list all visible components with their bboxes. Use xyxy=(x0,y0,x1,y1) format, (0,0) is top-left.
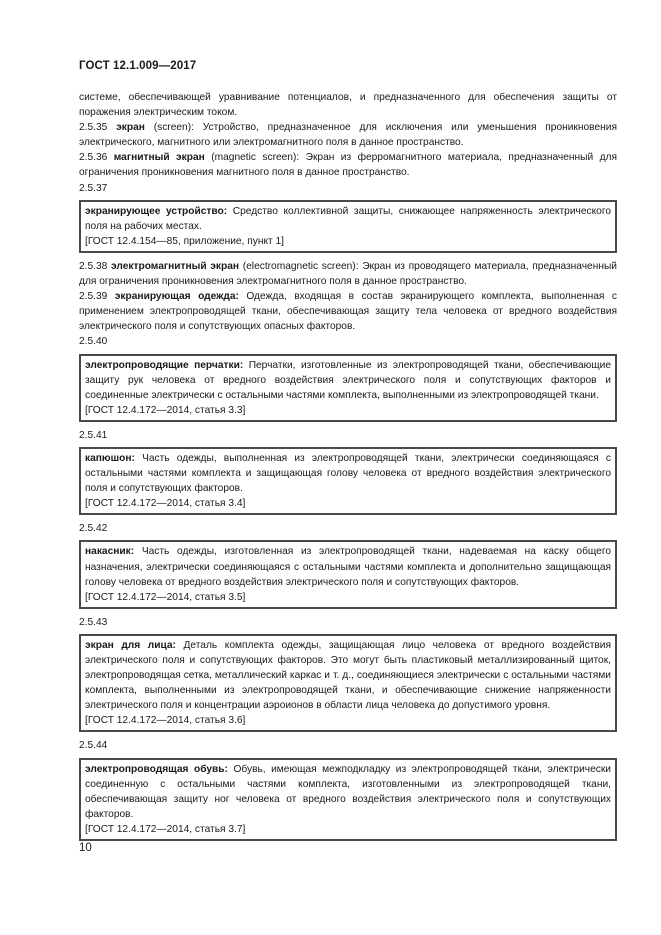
entry-number-2-5-37: 2.5.37 xyxy=(79,182,108,194)
entry-term: экранирующее устройство: xyxy=(85,205,228,217)
box-definition xyxy=(85,544,611,589)
entry-definition: Обувь, имеющая межподкладку из электропроводящей ткани, электрически соединенную с остальными частями комплекта, изготовленными из электропроводящей ткани, обеспечивающая защиту ног человека от вредного воздействия электрического поля и сопутствующих факторов. xyxy=(85,763,611,820)
source-reference: [ГОСТ 12.4.172—2014, статья 3.7] xyxy=(85,823,246,835)
entry-number: 2.5.35 xyxy=(79,122,108,134)
entry-number-2-5-43: 2.5.43 xyxy=(79,616,108,628)
entry-number-2-5-42: 2.5.42 xyxy=(79,523,108,535)
entry-definition: Перчатки, изготовленные из электропроводящей ткани, обеспечивающие защиту рук человека от вредного воздействия электрического поля и сопутствующих факторов и соединенные электрически с остальными частями комплекта, выполненными из электропроводящей ткани. xyxy=(85,359,611,401)
entry-number: 2.5.39 xyxy=(79,291,108,303)
entry-term: капюшон: xyxy=(85,452,135,464)
entry-number: 2.5.38 xyxy=(79,260,108,272)
source-reference: [ГОСТ 12.4.172—2014, статья 3.6] xyxy=(85,715,246,727)
box-definition xyxy=(85,358,611,403)
entry-definition: Средство коллективной защиты, снижающее напряженность электрического поля на рабочих местах. xyxy=(85,205,611,232)
entry-definition: Часть одежды, выполненная из электропроводящей ткани, электрически соединяющаяся с остальными частями комплекта и защищающая голову человека от вредного воздействия электрического поля и сопутствующих факторов. xyxy=(85,452,611,495)
entry-term: экран для лица: xyxy=(85,639,176,651)
definition-box-2-5-40 xyxy=(79,354,617,422)
entry-number: 2.5.36 xyxy=(79,152,108,164)
entry-number-2-5-40: 2.5.40 xyxy=(79,336,108,348)
page-content xyxy=(79,90,617,847)
entry-number-2-5-41: 2.5.41 xyxy=(79,429,108,441)
entry-term: электропроводящие перчатки: xyxy=(85,359,244,371)
entry-definition: (electromagnetic screen): Экран из проводящего материала, предназначенный для ограничения проникновения электромагнитного поля в данное пространство. xyxy=(79,260,617,288)
entry-term: электромагнитный экран xyxy=(111,260,240,272)
source-reference: [ГОСТ 12.4.172—2014, статья 3.4] xyxy=(85,498,246,510)
source-reference: [ГОСТ 12.4.154—85, приложение, пункт 1] xyxy=(85,235,285,247)
page-number: 10 xyxy=(79,842,92,854)
entry-2-5-39 xyxy=(79,289,617,334)
entry-term: магнитный экран xyxy=(113,152,205,164)
entry-term: электропроводящая обувь: xyxy=(85,763,228,775)
entry-2-5-35 xyxy=(79,120,617,150)
intro-paragraph: системе, обеспечивающей уравнивание потенциалов, и предназначенного для обеспечения защиты от поражения электрическим током. xyxy=(79,92,617,119)
entry-2-5-36 xyxy=(79,150,617,180)
entry-term: экран xyxy=(116,122,145,134)
box-definition xyxy=(85,762,611,822)
entry-definition: (screen): Устройство, предназначенное для исключения или уменьшения проникновения электрического, магнитного или электромагнитного поля в данное пространство. xyxy=(79,122,617,149)
document-header: ГОСТ 12.1.009—2017 xyxy=(79,60,197,72)
entry-term: накасник: xyxy=(85,546,135,558)
source-reference: [ГОСТ 12.4.172—2014, статья 3.5] xyxy=(85,591,246,603)
entry-number-2-5-44: 2.5.44 xyxy=(79,740,108,752)
entry-term: экранирующая одежда: xyxy=(114,291,239,303)
entry-definition: Деталь комплекта одежды, защищающая лицо человека от вредного воздействия электрического поля и сопутствующих факторов. Это могут быть пластиковый металлизированный щиток, электропроводящая сетка, металлический каркас и т. д., соединяющиеся электрически с остальными частями комплекта, выполненными из электропроводящей ткани, и обеспечивающие снижение напряженности электрического поля и концентрации аэроионов в области лица человека до допустимого уровня. xyxy=(85,639,611,712)
definition-box-2-5-41 xyxy=(79,447,617,515)
box-definition xyxy=(85,204,611,234)
entry-2-5-38 xyxy=(79,259,617,289)
definition-box-2-5-44 xyxy=(79,758,617,841)
entry-definition: Часть одежды, изготовленная из электропроводящей ткани, надеваемая на каску общего назначения, электрически соединяющаяся с остальными частями комплекта и дополнительно защищающая голову человека от вредного воздействия электрического поля и сопутствующих факторов. xyxy=(85,546,611,588)
entry-definition: (magnetic screen): Экран из ферромагнитного материала, предназначенный для ограничения проникновения магнитного поля в данное пространство. xyxy=(79,152,617,179)
entry-definition: Одежда, входящая в состав экранирующего комплекта, выполненная с применением электропроводящей ткани, обеспечивающая защиту тела человека от вредного воздействия электрического поля и сопутствующих опасных факторов. xyxy=(79,291,617,333)
definition-box-2-5-42 xyxy=(79,540,617,608)
box-definition xyxy=(85,451,611,496)
definition-box-2-5-43 xyxy=(79,634,617,733)
box-definition xyxy=(85,638,611,713)
definition-box-2-5-37 xyxy=(79,200,617,253)
source-reference: [ГОСТ 12.4.172—2014, статья 3.3] xyxy=(85,404,246,416)
